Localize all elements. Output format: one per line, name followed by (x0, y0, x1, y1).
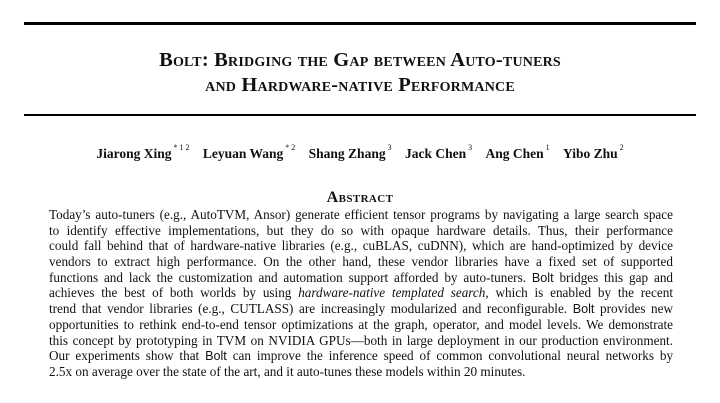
author (308, 143, 392, 161)
author-name: Jiarong Xing (96, 145, 172, 161)
author-name: Leyuan Wang (202, 145, 284, 161)
abstract-text: Our experiments show that (49, 348, 200, 364)
abstract-text: bridges this gap and (559, 269, 673, 285)
author (96, 143, 190, 161)
system-name: Bolt (531, 270, 554, 285)
author-affiliation: * 2 (285, 143, 296, 152)
author-affiliation: 3 (387, 143, 392, 152)
paper-title-line-1: Bolt: Bridging the Gap between Auto-tuners (159, 49, 561, 71)
abstract-text: can improve the inference speed of common convolutional neural networks by (232, 348, 673, 364)
author-affiliation: 1 (545, 143, 550, 152)
abstract-line: Today’s auto-tuners (e.g., AutoTVM, Ansor) generate efficient tensor programs by navigating a large search space (49, 207, 673, 222)
abstract-line (49, 301, 673, 317)
author-name: Ang Chen (485, 145, 544, 161)
abstract-text: trend that vendor libraries (e.g., CUTLASS) are increasingly modularized and reconfigurable. (49, 301, 568, 317)
system-name: Bolt (205, 349, 227, 364)
abstract-body (49, 207, 673, 380)
author (485, 143, 550, 161)
author-affiliation: 2 (619, 143, 624, 152)
abstract-text: , which is enabled by the recent (485, 285, 673, 301)
abstract-text: provides new (600, 301, 673, 317)
author (202, 143, 296, 161)
author (562, 143, 624, 161)
author-affiliation: * 1 2 (173, 143, 190, 152)
paper-title-line-2: and Hardware-native Performance (205, 74, 515, 96)
author-affiliation: 3 (468, 143, 473, 152)
abstract-line (49, 285, 673, 301)
author (404, 143, 473, 161)
author-name: Jack Chen (404, 145, 467, 161)
abstract-line: could fall behind that of hardware-native libraries (e.g., cuBLAS, cuDNN), which are hand-optimized by device (49, 238, 673, 254)
author-list (24, 141, 696, 163)
abstract-line (49, 348, 673, 364)
author-name: Yibo Zhu (562, 145, 618, 161)
title-bottom-rule (24, 114, 696, 116)
abstract-line (49, 270, 673, 286)
abstract-line: to identify effective implementations, but they do so with opaque hardware details. Thus, their performance (49, 222, 673, 238)
abstract-line: vendors to extract high performance. On the other hand, these vendor libraries have a fixed set of supported (49, 254, 673, 270)
title-top-rule (24, 22, 696, 25)
author-name: Shang Zhang (308, 145, 386, 161)
abstract-text: functions and lack the customization and automation support afforded by auto-tuners. (49, 269, 526, 285)
abstract-line: opportunities to rethink end-to-end tensor optimizations at the graph, operator, and model levels. We demonstrate (49, 316, 673, 332)
abstract-line: 2.5x on average over the state of the art, and it auto-tunes these models within 20 minutes. (49, 363, 526, 379)
abstract-text: achieves the best of both worlds by using (49, 285, 292, 301)
abstract-line: this concept by prototyping in TVM on NVIDIA GPUs—both in large deployment in our production environment. (49, 332, 673, 348)
abstract-heading: Abstract (326, 189, 394, 206)
emphasized-term: hardware-native templated search (298, 285, 486, 301)
system-name: Bolt (572, 302, 595, 317)
